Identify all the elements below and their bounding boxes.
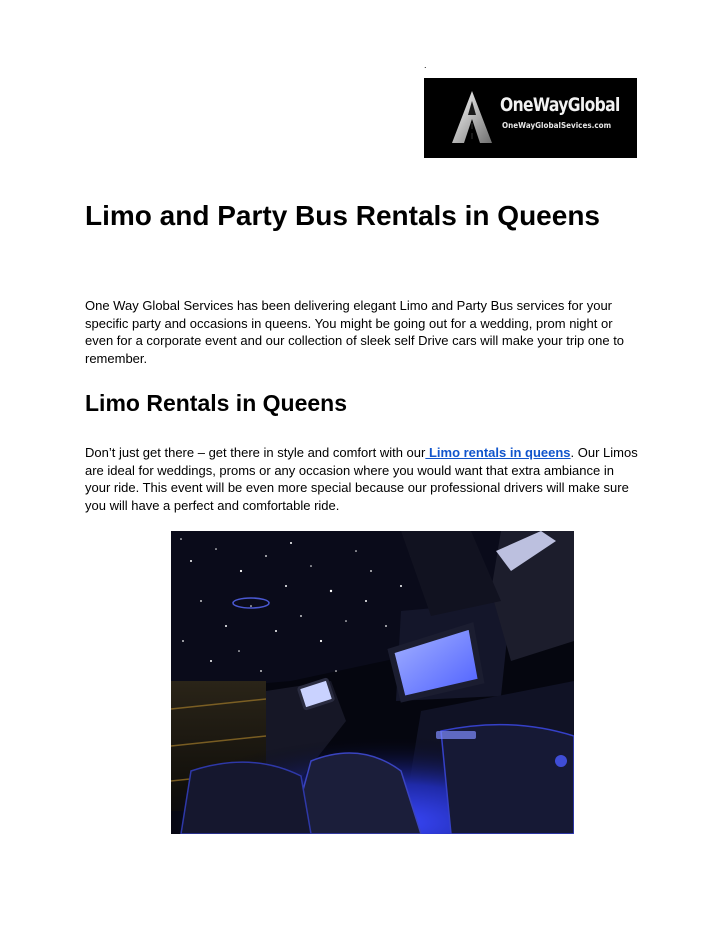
paragraph-text-after-link: . Our Limos are ideal for weddings, proms or any occasion where you would want that extra ambiance in your ride. This event will be even more special because our professional drivers will make sure you will have a perfect and comfortable ride. bbox=[85, 445, 638, 513]
section-paragraph bbox=[85, 444, 640, 514]
limo-rentals-link[interactable]: Limo rentals in queens bbox=[425, 445, 571, 460]
logo-url-text: OneWayGlobalSevices.com bbox=[502, 121, 612, 130]
limo-interior-illustration bbox=[171, 531, 574, 834]
section-heading: Limo Rentals in Queens bbox=[85, 390, 347, 416]
intro-paragraph: One Way Global Services has been delivering elegant Limo and Party Bus services for your specific party and occasions in queens. You might be going out for a wedding, prom night or even for a corporate event and our collection of sleek self Drive cars will make your trip one to remember. bbox=[85, 298, 625, 366]
logo-brand-text: OneWayGlobal bbox=[500, 94, 620, 116]
paragraph-text-before-link: Don’t just get there – get there in style and comfort with our bbox=[85, 445, 426, 460]
road-arrow-logo-icon bbox=[450, 89, 494, 145]
limo-interior-photo bbox=[171, 531, 574, 834]
page-title: Limo and Party Bus Rentals in Queens bbox=[85, 200, 601, 231]
company-logo bbox=[424, 78, 637, 158]
header-dot: . bbox=[424, 60, 427, 70]
